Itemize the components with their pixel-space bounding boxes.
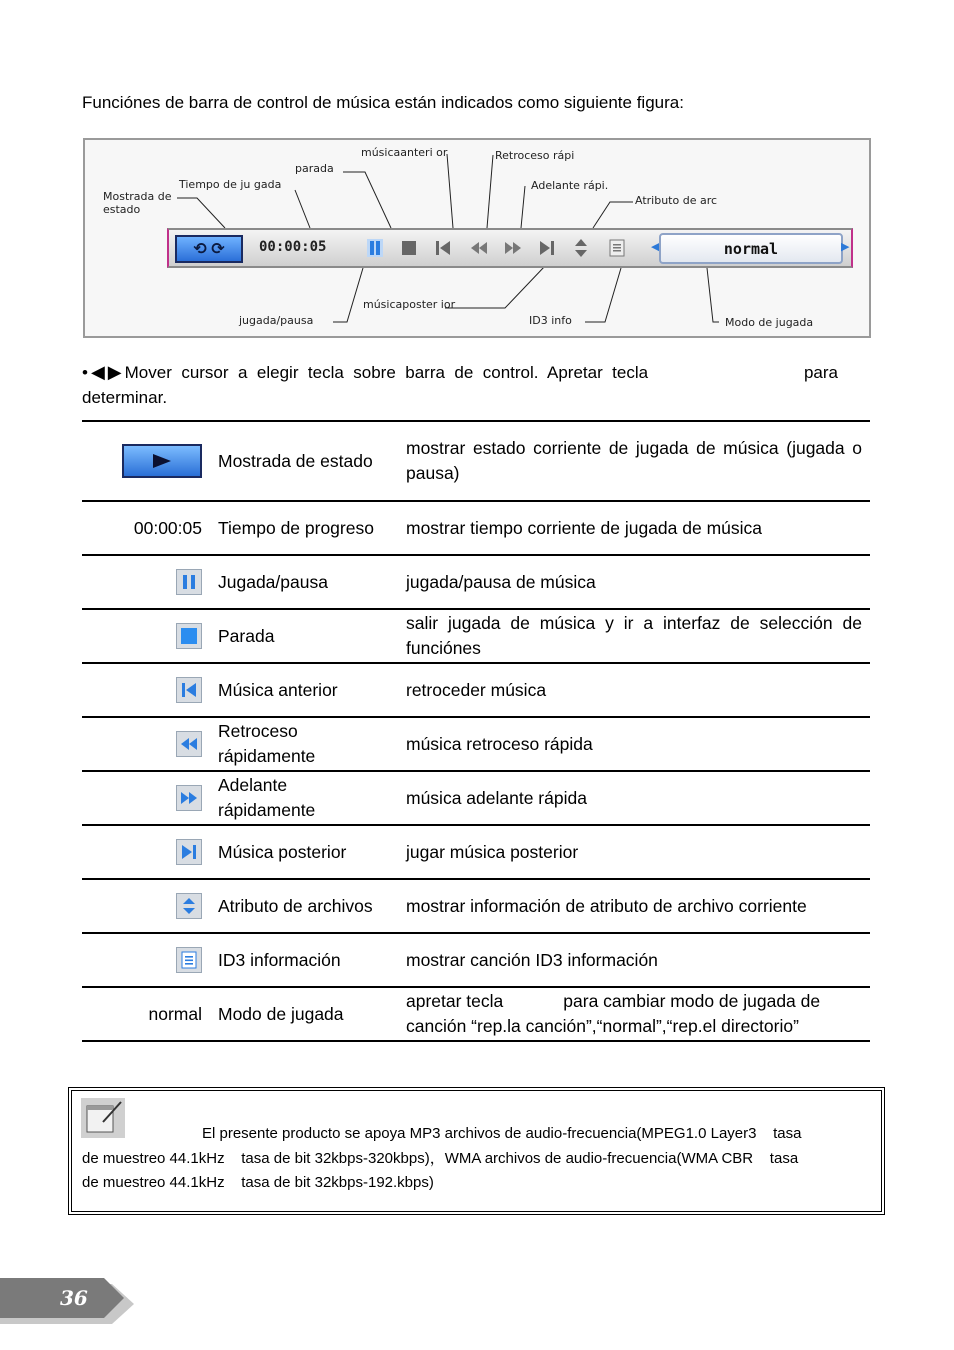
row-name: Mostrada de estado: [218, 450, 373, 471]
callout-atributo: Atributo de arc: [635, 194, 718, 207]
bullet-dot: •: [82, 362, 88, 382]
id3-icon: [176, 947, 202, 973]
table-row: [82, 500, 870, 554]
callout-retroceso: Retroceso rápi: [495, 149, 575, 162]
note-line-1: El presente producto se apoya MP3 archivos de audio-frecuencia(MPEG1.0 Layer3 tasa: [202, 1125, 802, 1142]
row-desc-a: apretar tecla: [406, 991, 504, 1011]
rewind-icon: [176, 731, 202, 757]
row-desc: mostrar estado corriente de jugada de música (jugada o pausa): [406, 438, 862, 483]
callout-modo: Modo de jugada: [725, 316, 814, 329]
row-name: Tiempo de progreso: [218, 517, 374, 538]
callout-mostrada: Mostrada de estado: [103, 190, 172, 216]
table-row: [82, 608, 870, 662]
row-name: Jugada/pausa: [218, 571, 328, 592]
pause-icon: [176, 569, 202, 595]
page-number: 36: [60, 1286, 88, 1310]
row-desc: retroceder música: [406, 679, 547, 700]
rewind-icon: [469, 238, 489, 258]
row-desc: mostrar información de atributo de archivo corriente: [406, 895, 807, 916]
callout-jugada: jugada/pausa: [239, 314, 314, 327]
table-row: [82, 824, 870, 878]
bar-mode: normal: [659, 233, 843, 264]
left-arrow-icon: ◀: [90, 362, 105, 382]
control-bar: [167, 228, 853, 268]
row-desc: mostrar tiempo corriente de jugada de música: [406, 517, 763, 538]
callout-parada: parada: [295, 162, 334, 175]
pause-icon: [365, 238, 385, 258]
note-line-2: de muestreo 44.1kHz tasa de bit 32kbps-320kbps)，WMA archivos de audio-frecuencia(WMA CBR tasa: [82, 1149, 799, 1167]
row-desc: música retroceso rápida: [406, 733, 593, 754]
row-name: ID3 información: [218, 949, 341, 970]
fast-forward-icon: [176, 785, 202, 811]
next-icon: [537, 238, 557, 258]
mode-display: normal: [148, 1003, 202, 1024]
previous-icon: [433, 238, 453, 258]
callout-posterior: músicaposter ior: [363, 298, 456, 311]
row-name: Atributo de archivos: [218, 895, 373, 916]
bullet-text-a: Mover cursor a elegir tecla sobre barra de control. Apretar tecla: [124, 362, 649, 382]
mode-left-arrow-icon: ◀: [651, 241, 660, 253]
callout-tiempo: Tiempo de ju gada: [179, 178, 282, 191]
row-name: Retroceso rápidamente: [218, 721, 316, 766]
row-name: Música anterior: [218, 679, 338, 700]
table-row: [82, 878, 870, 932]
row-desc-b: para cambiar modo de jugada de canción “rep.la canción”,“normal”,“rep.el directorio”: [406, 991, 821, 1036]
bullet-line: [82, 362, 838, 383]
bullet-text-2: determinar.: [82, 388, 168, 407]
stop-icon: [176, 623, 202, 649]
table-row: [82, 986, 870, 1042]
row-name: Adelante rápidamente: [218, 775, 316, 820]
intro-text: Funciónes de barra de control de música están indicados como siguiente figura:: [82, 93, 684, 112]
row-desc: jugar música posterior: [406, 841, 579, 862]
table-row: [82, 420, 870, 500]
attribute-icon: [176, 893, 202, 919]
callout-id3: ID3 info: [529, 314, 572, 327]
id3-icon: [607, 238, 627, 258]
previous-icon: [176, 677, 202, 703]
repeat-status-icon: ⟲ ⟳: [175, 235, 243, 263]
note-box: [71, 1090, 882, 1212]
fast-forward-icon: [503, 238, 523, 258]
row-name: Música posterior: [218, 841, 347, 862]
attribute-icon: [571, 238, 591, 258]
function-table: [82, 420, 870, 1042]
row-desc: jugada/pausa de música: [406, 571, 596, 592]
row-desc: salir jugada de música y ir a interfaz de selección de funciónes: [406, 613, 862, 658]
callout-adelante: Adelante rápi.: [531, 179, 609, 192]
play-status-icon: [122, 444, 202, 478]
row-desc: mostrar canción ID3 información: [406, 949, 658, 970]
right-arrow-icon: ▶: [107, 362, 122, 382]
table-row: [82, 662, 870, 716]
row-desc: música adelante rápida: [406, 787, 587, 808]
note-text: [82, 1122, 872, 1196]
row-name: Modo de jugada: [218, 1003, 344, 1024]
callout-anterior: músicaanteri or: [361, 146, 448, 159]
stop-icon: [399, 238, 419, 258]
bar-time: 00:00:05: [259, 239, 327, 255]
row-name: Parada: [218, 625, 275, 646]
bullet-text-b: para: [803, 362, 838, 382]
next-icon: [176, 839, 202, 865]
table-row: [82, 770, 870, 824]
time-display: 00:00:05: [133, 517, 202, 538]
table-row: [82, 716, 870, 770]
table-row: [82, 554, 870, 608]
control-bar-figure: [83, 138, 871, 338]
table-row: [82, 932, 870, 986]
note-line-3: de muestreo 44.1kHz tasa de bit 32kbps-192.kbps): [82, 1174, 434, 1191]
mode-right-arrow-icon: ▶: [841, 241, 850, 253]
